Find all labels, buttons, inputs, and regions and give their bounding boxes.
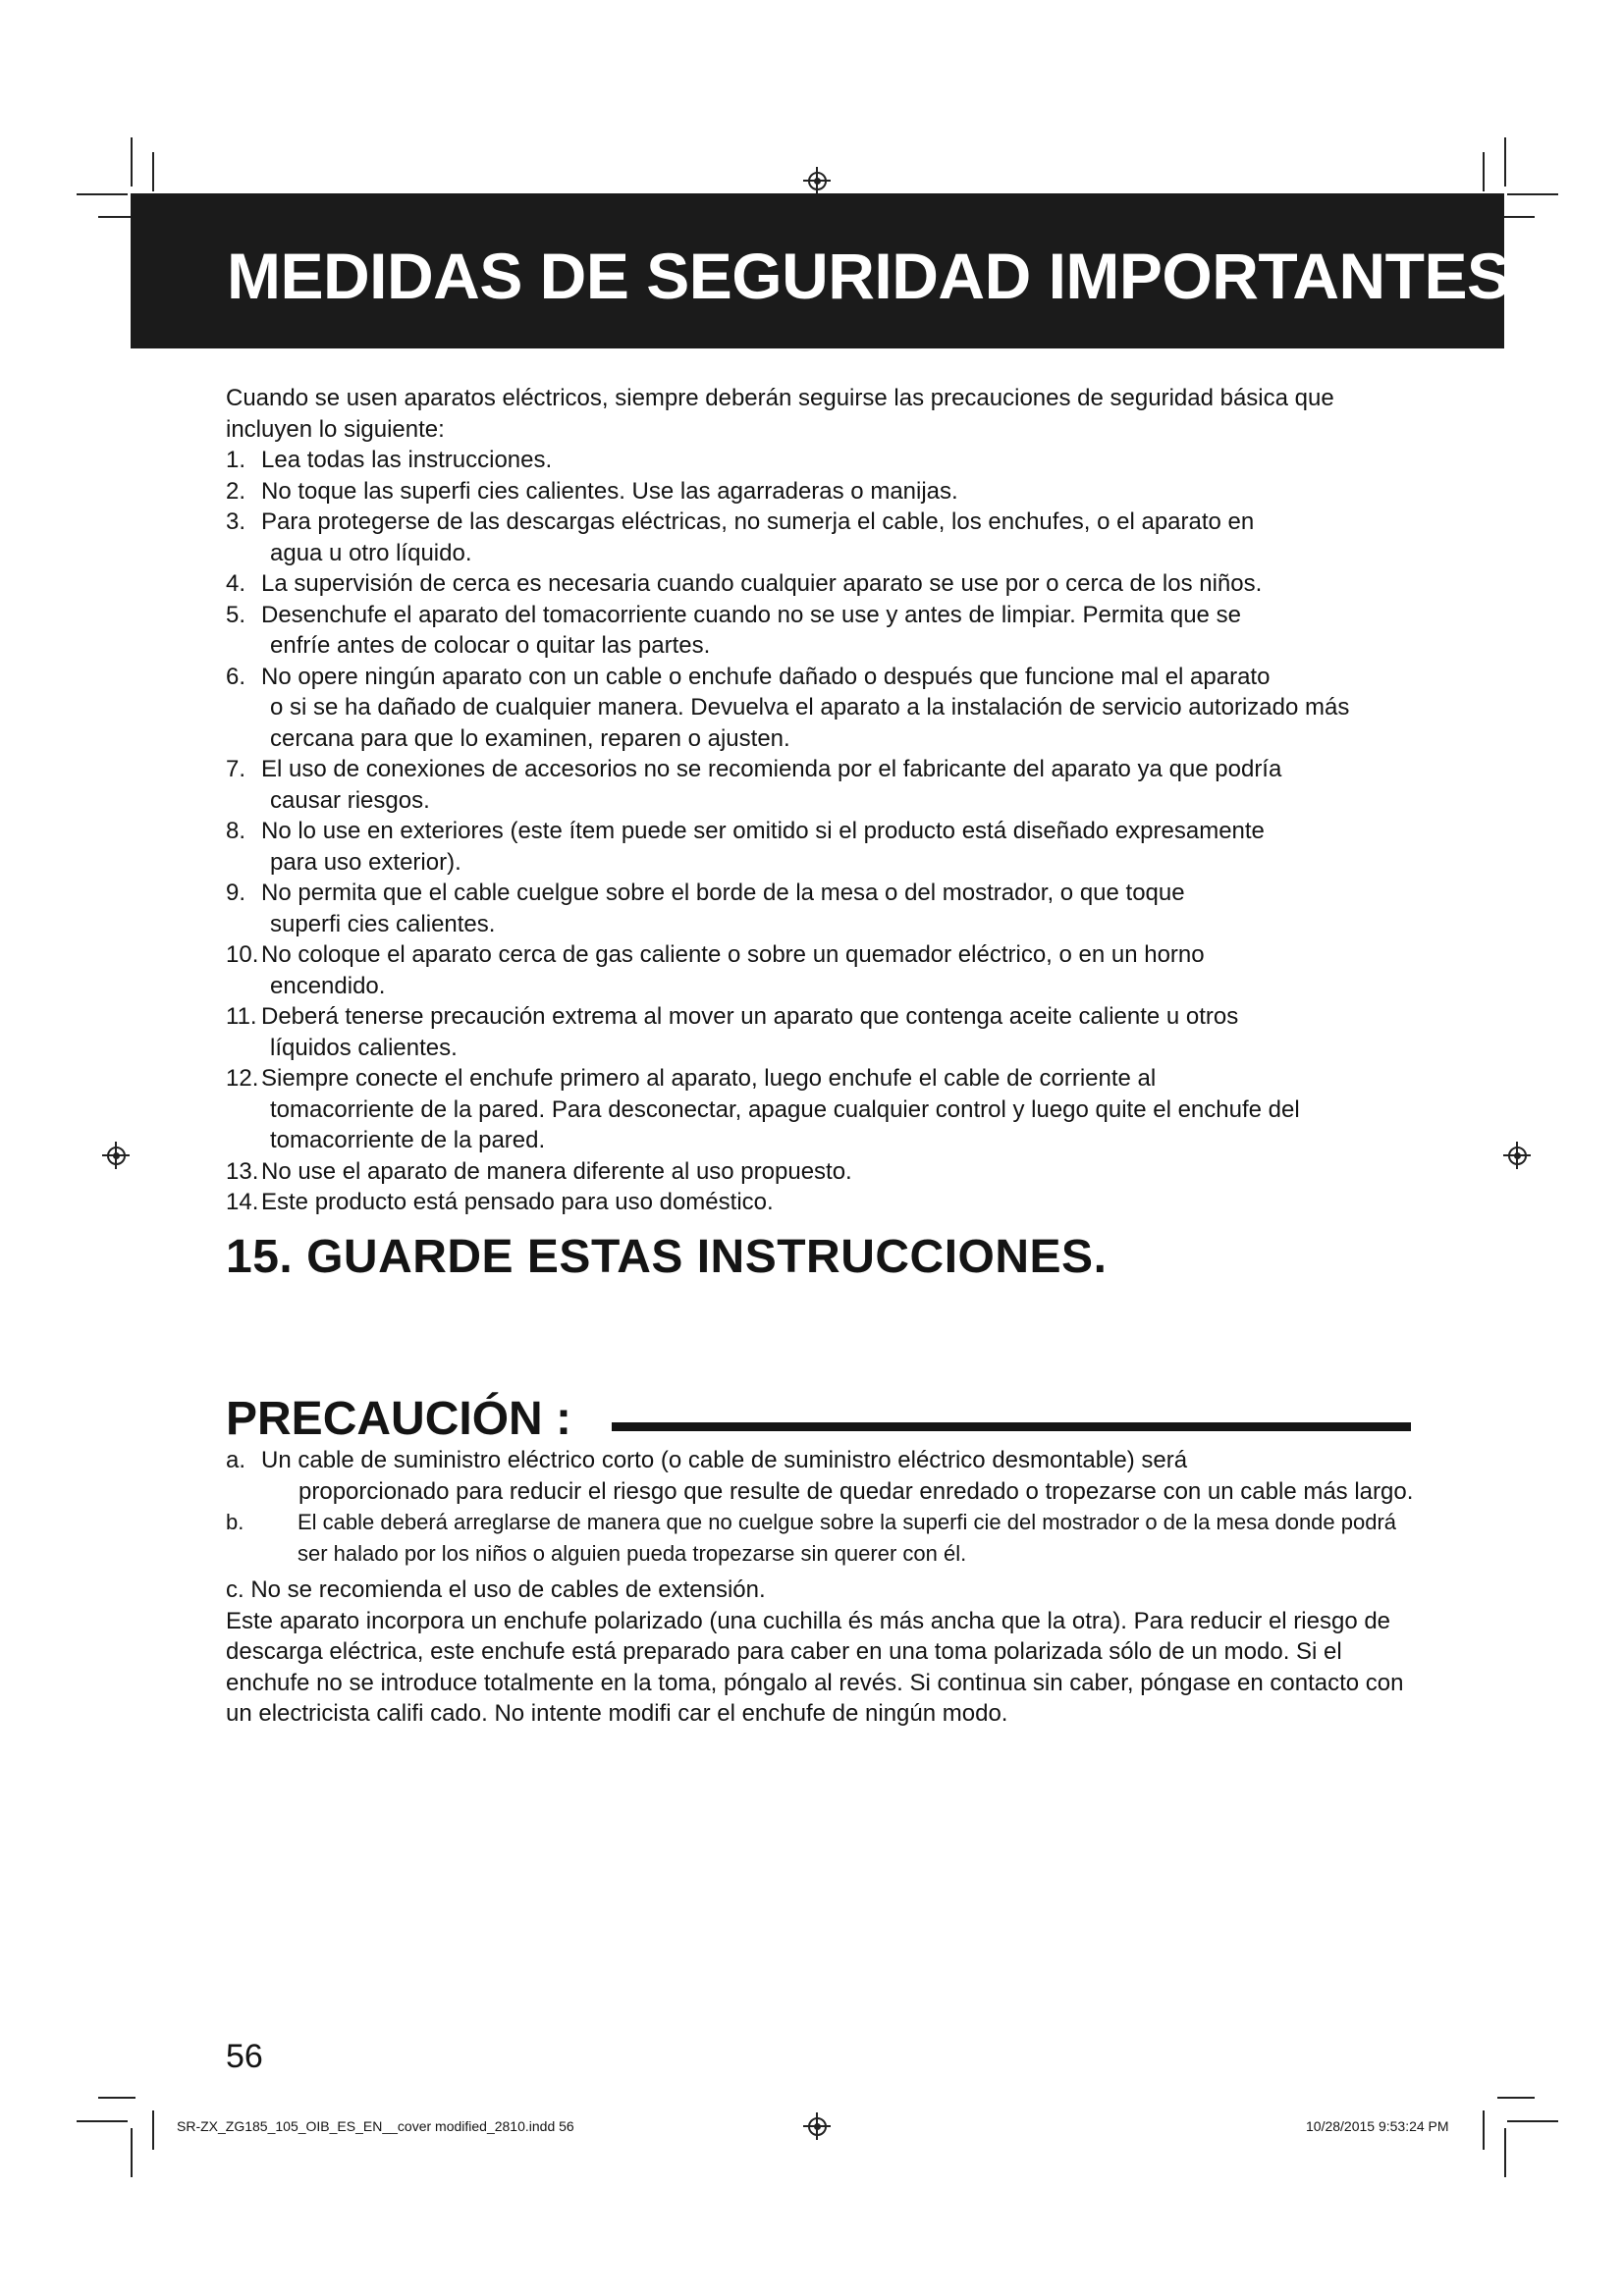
crop-mark [1507,2120,1558,2122]
list-item: 4. La supervisión de cerca es necesaria cuando cualquier aparato se use por o cerca de los niños. [226,570,1263,597]
registration-mark-icon [1503,1142,1531,1169]
title-banner [131,193,1510,348]
intro-text: Cuando se usen aparatos eléctricos, siempre deberán seguirse las precauciones de seguridad básica que incluyen lo siguiente: [226,385,1334,443]
list-item: 10. No coloque el aparato cerca de gas caliente o sobre un quemador eléctrico, o en un horno encendido. [226,941,1205,999]
slug-datetime: 10/28/2015 9:53:24 PM [1306,2118,1449,2134]
crop-mark [1507,193,1558,195]
caution-heading: PRECAUCIÓN : [226,1393,572,1445]
list-item: 11. Deberá tenerse precaución extrema al mover un aparato que contenga aceite caliente u otros líquidos calientes. [226,1003,1239,1061]
list-item: 1. Lea todas las instrucciones. [226,447,553,473]
caution-item-c: c. No se recomienda el uso de cables de extensión. [226,1576,766,1603]
caution-section [226,1445,1414,1730]
crop-mark [1483,2110,1485,2150]
list-item: 8. No lo use en exteriores (este ítem puede ser omitido si el producto está diseñado expresamente para uso exterior). [226,818,1265,876]
list-item: 3. Para protegerse de las descargas eléctricas, no sumerja el cable, los enchufes, o el aparato en agua u otro líquido. [226,508,1255,566]
crop-mark [1483,152,1485,191]
list-item: 13. No use el aparato de manera diferente al uso propuesto. [226,1157,852,1185]
crop-mark [1504,137,1506,187]
registration-mark-icon [803,167,831,194]
safety-instructions [226,383,1404,1218]
page-number: 56 [226,2038,263,2075]
registration-mark-icon [102,1142,130,1169]
list-item: 2. No toque las superfi cies calientes. Use las agarraderas o manijas. [226,477,958,505]
crop-mark [77,193,128,195]
caution-item-a: a. Un cable de suministro eléctrico corto (o cable de suministro eléctrico desmontable) será proporcionado para reducir el riesgo que resulte de quedar enredado o tropezarse con un cable más largo. [226,1447,1414,1505]
caution-rule [612,1422,1411,1431]
polarized-plug-note: Este aparato incorpora un enchufe polarizado (una cuchilla és más ancha que la otra). Para reducir el riesgo de descarga eléctrica, este enchufe está preparado para caber en una toma polarizada sólo de un modo. Si el enchufe no se introduce totalmente en la toma, póngalo al revés. Si continua sin caber, póngase en contacto con un electricista califi cado. No intente modifi car el enchufe de ningún modo. [226,1607,1404,1727]
crop-mark [152,2110,154,2150]
save-instructions-heading: 15. GUARDE ESTAS INSTRUCCIONES. [226,1231,1108,1283]
crop-mark [1504,2128,1506,2177]
list-item: 7. El uso de conexiones de accesorios no se recomienda por el fabricante del aparato ya que podría causar riesgos. [226,756,1282,814]
page-title: MEDIDAS DE SEGURIDAD IMPORTANTES [227,240,1510,312]
list-item: 12. Siempre conecte el enchufe primero al aparato, luego enchufe el cable de corriente al tomacorriente de la pared. Para desconectar, apague cualquier control y luego quite el enchufe del tomacorriente de la pared. [226,1065,1300,1153]
crop-mark [98,2097,135,2099]
list-item: 14. Este producto está pensado para uso doméstico. [226,1189,774,1215]
slug-filename: SR-ZX_ZG185_105_OIB_ES_EN__cover modified_2810.indd 56 [177,2118,574,2134]
crop-mark [152,152,154,191]
crop-mark [77,2120,128,2122]
registration-mark-icon [803,2112,831,2140]
caution-item-b: b. El cable deberá arreglarse de manera que no cuelgue sobre la superfi cie del mostrador o de la mesa donde podrá ser halado por los niños o alguien pueda tropezarse sin querer con él. [226,1510,1397,1566]
list-item: 9. No permita que el cable cuelgue sobre el borde de la mesa o del mostrador, o que toque superfi cies calientes. [226,880,1185,937]
crop-mark [131,137,133,187]
list-item: 5. Desenchufe el aparato del tomacorriente cuando no se use y antes de limpiar. Permita que se enfríe antes de colocar o quitar las partes. [226,601,1241,659]
crop-mark [1497,2097,1535,2099]
crop-mark [131,2128,133,2177]
list-item: 6. No opere ningún aparato con un cable o enchufe dañado o después que funcione mal el aparato o si se ha dañado de cualquier manera. Devuelva el aparato a la instalación de servicio autorizado más cercana para que lo examinen, reparen o ajusten. [226,663,1350,752]
instruction-list [226,445,1404,1218]
